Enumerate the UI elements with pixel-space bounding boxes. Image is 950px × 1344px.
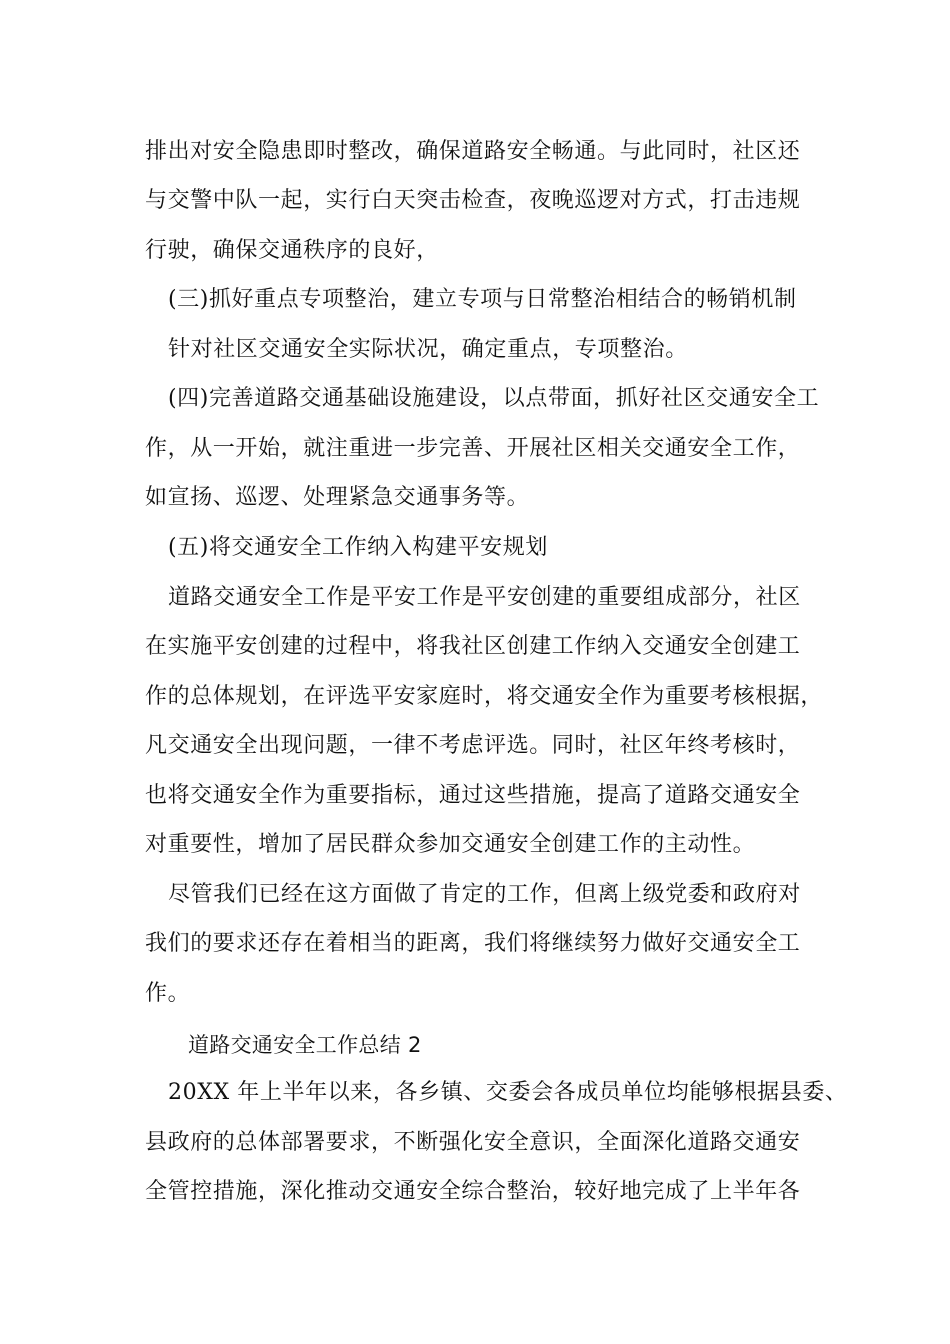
section-heading-5: (五)将交通安全工作纳入构建平安规划: [168, 535, 548, 560]
paragraph-line: 道路交通安全工作是平安工作是平安创建的重要组成部分，社区: [168, 585, 801, 610]
summary-subtitle: 道路交通安全工作总结 2: [188, 1033, 422, 1057]
paragraph-line: 县政府的总体部署要求，不断强化安全意识，全面深化道路交通安: [145, 1130, 801, 1155]
section-heading-4: (四)完善道路交通基础设施建设，以点带面，抓好社区交通安全工: [168, 386, 820, 411]
paragraph-line: 作的总体规划，在评选平安家庭时，将交通安全作为重要考核根据，: [145, 684, 824, 709]
paragraph-line: 作。: [145, 981, 191, 1006]
paragraph-line: 尽管我们已经在这方面做了肯定的工作，但离上级党委和政府对: [168, 882, 801, 907]
paragraph-line: 凡交通安全出现问题，一律不考虑评选。同时，社区年终考核时，: [145, 733, 801, 758]
paragraph-line: 排出对安全隐患即时整改，确保道路安全畅通。与此同时，社区还: [145, 139, 801, 164]
paragraph-line: 也将交通安全作为重要指标，通过这些措施，提高了道路交通安全: [145, 783, 801, 808]
paragraph-line: 如宣扬、巡逻、处理紧急交通事务等。: [145, 485, 530, 510]
section-heading-3: (三)抓好重点专项整治，建立专项与日常整治相结合的畅销机制: [168, 287, 797, 312]
paragraph-line: 针对社区交通安全实际状况，确定重点，专项整治。: [168, 337, 688, 362]
paragraph-line: 全管控措施，深化推动交通安全综合整治，较好地完成了上半年各: [145, 1179, 801, 1204]
paragraph-line: 20XX 年上半年以来，各乡镇、交委会各成员单位均能够根据县委、: [168, 1080, 848, 1105]
paragraph-line: 我们的要求还存在着相当的距离，我们将继续努力做好交通安全工: [145, 931, 801, 956]
paragraph-line: 与交警中队一起，实行白天突击检查，夜晚巡逻对方式，打击违规: [145, 188, 801, 213]
paragraph-line: 对重要性，增加了居民群众参加交通安全创建工作的主动性。: [145, 832, 756, 857]
paragraph-line: 在实施平安创建的过程中，将我社区创建工作纳入交通安全创建工: [145, 634, 801, 659]
paragraph-line: 行驶，确保交通秩序的良好，: [145, 238, 439, 263]
paragraph-line: 作，从一开始，就注重进一步完善、开展社区相关交通安全工作，: [145, 436, 801, 461]
